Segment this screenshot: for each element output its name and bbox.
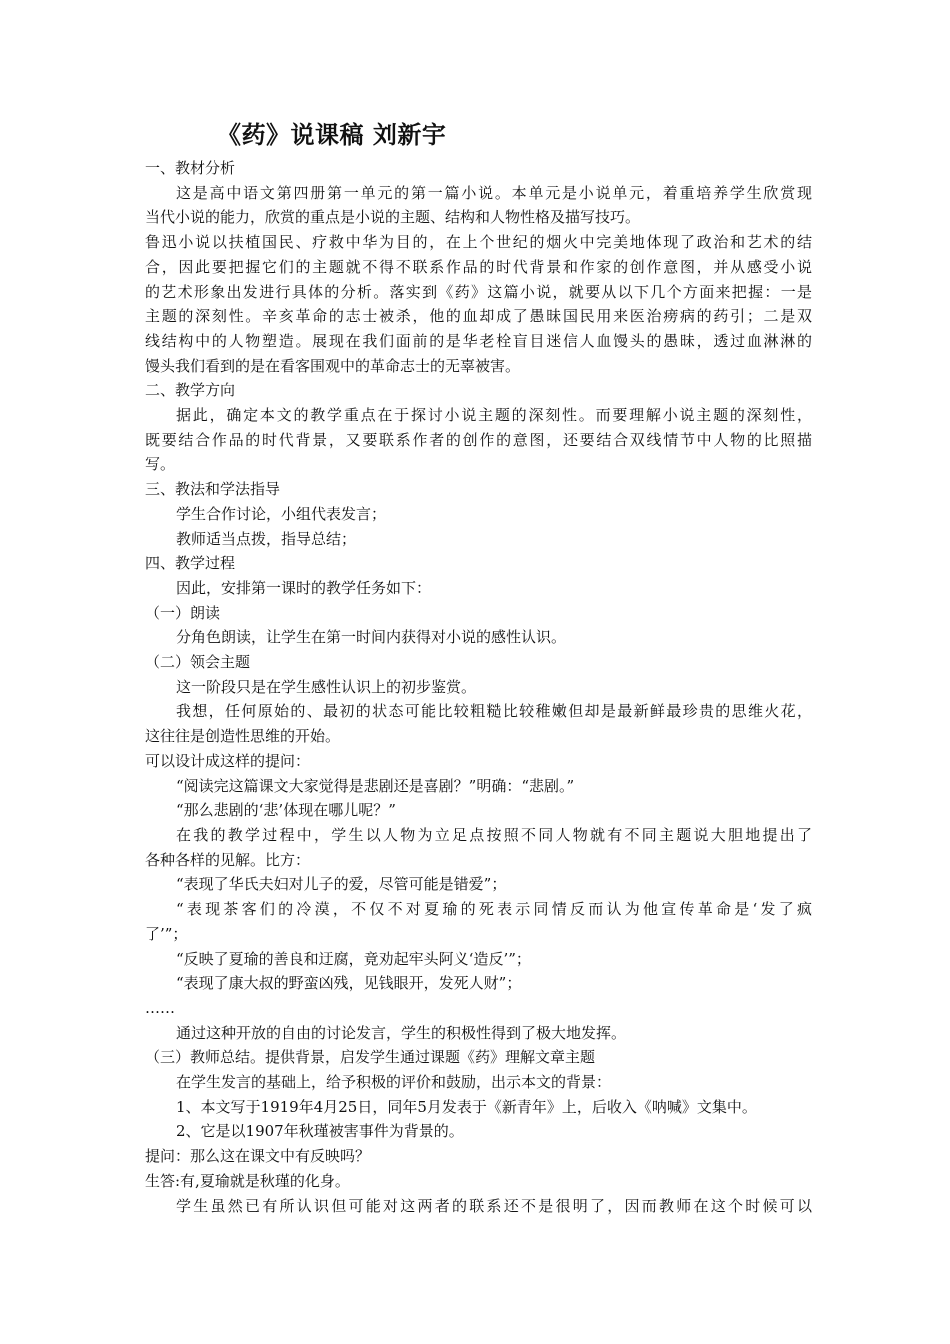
- text-line: 二、教学方向: [145, 381, 236, 400]
- text-line: 通过这种开放的自由的讨论发言，学生的积极性得到了极大地发挥。: [176, 1023, 627, 1042]
- text-line: 生答:有,夏瑜就是秋瑾的化身。: [145, 1171, 350, 1190]
- text-line: 写。: [145, 455, 176, 474]
- text-line: 这一阶段只是在学生感性认识上的初步鉴赏。: [176, 677, 477, 696]
- text-line: 在学生发言的基础上，给予积极的评价和鼓励，出示本文的背景：: [176, 1073, 612, 1092]
- text-line: 四、教学过程: [145, 554, 236, 573]
- text-line: 教师适当点拨，指导总结；: [176, 529, 357, 548]
- text-line: 这是高中语文第四册第一单元的第一篇小说。本单元是小说单元，着重培养学生欣赏现: [176, 183, 812, 202]
- text-line: 馒头我们看到的是在看客围观中的革命志士的无辜被害。: [145, 356, 521, 375]
- text-line: 这往往是创造性思维的开始。: [145, 727, 341, 746]
- text-line: 一、教材分析: [145, 159, 236, 177]
- text-line: 主题的深刻性。辛亥革命的志士被杀，他的血却成了愚昧国民用来医治痨病的药引；二是双: [145, 307, 812, 326]
- text-line: 鲁迅小说以扶植国民、疗救中华为目的，在上个世纪的烟火中完美地体现了政治和艺术的结: [145, 233, 812, 252]
- text-line: 我想，任何原始的、最初的状态可能比较粗糙比较稚嫩但却是最新鲜最珍贵的思维火花，: [176, 702, 812, 721]
- text-line: 合，因此要把握它们的主题就不得不联系作品的时代背景和作家的创作意图，并从感受小说: [145, 257, 812, 276]
- text-line: （一）朗读: [145, 603, 221, 622]
- text-line: （三）教师总结。提供背景，启发学生通过课题《药》理解文章主题: [145, 1048, 596, 1067]
- document-body: [145, 156, 812, 1218]
- text-line: 分角色朗读，让学生在第一时间内获得对小说的感性认识。: [176, 628, 567, 647]
- text-line: （二）领会主题: [145, 653, 251, 672]
- text-line: 学生合作讨论，小组代表发言；: [176, 504, 387, 523]
- text-line: ……: [145, 998, 175, 1017]
- text-line: “阅读完这篇课文大家觉得是悲剧还是喜剧？”明确：“悲剧。”: [176, 776, 575, 795]
- text-line: “表现了华氏夫妇对儿子的爱，尽管可能是错爱”；: [176, 875, 507, 894]
- text-line: 线结构中的人物塑造。展现在我们面前的是华老栓盲目迷信人血馒头的愚昧，透过血淋淋的: [145, 331, 812, 350]
- text-line: “反映了夏瑜的善良和迂腐，竟劝起牢头阿义‘造反’”；: [176, 949, 531, 968]
- text-line: 据此，确定本文的教学重点在于探讨小说主题的深刻性。而要理解小说主题的深刻性，: [176, 406, 812, 425]
- text-line: 2、它是以1907年秋瑾被害事件为背景的。: [176, 1122, 464, 1141]
- text-line: 因此，安排第一课时的教学任务如下：: [176, 578, 432, 597]
- text-line: 1、本文写于1919年4月25日，同年5月发表于《新青年》上，后收入《呐喊》文集中。: [176, 1097, 757, 1116]
- document-page: [145, 118, 812, 1218]
- text-line: 可以设计成这样的提问：: [145, 751, 311, 770]
- text-line: 的艺术形象出发进行具体的分析。落实到《药》这篇小说，就要从以下几个方面来把握：一是: [145, 282, 812, 301]
- text-line: 各种各样的见解。比方：: [145, 850, 311, 869]
- text-line: “表现了康大叔的野蛮凶残，见钱眼开，发死人财”；: [176, 974, 522, 993]
- text-line: 提问：那么这在课文中有反映吗？: [145, 1147, 371, 1166]
- text-line: “那么悲剧的‘悲’体现在哪儿呢？”: [176, 801, 396, 820]
- text-line: 三、教法和学法指导: [145, 480, 281, 499]
- document-title: 《药》说课稿 刘新宇: [217, 121, 447, 149]
- text-line: 学生虽然已有所认识但可能对这两者的联系还不是很明了，因而教师在这个时候可以: [176, 1196, 812, 1215]
- text-line: 在我的教学过程中，学生以人物为立足点按照不同人物就有不同主题说大胆地提出了: [176, 825, 812, 844]
- text-line: 了’”；: [145, 924, 188, 943]
- text-line: “表现茶客们的冷漠，不仅不对夏瑜的死表示同情反而认为他宣传革命是‘发了疯: [176, 900, 812, 919]
- text-line: 当代小说的能力，欣赏的重点是小说的主题、结构和人物性格及描写技巧。: [145, 208, 641, 227]
- text-line: 既要结合作品的时代背景，又要联系作者的创作的意图，还要结合双线情节中人物的比照描: [145, 430, 812, 449]
